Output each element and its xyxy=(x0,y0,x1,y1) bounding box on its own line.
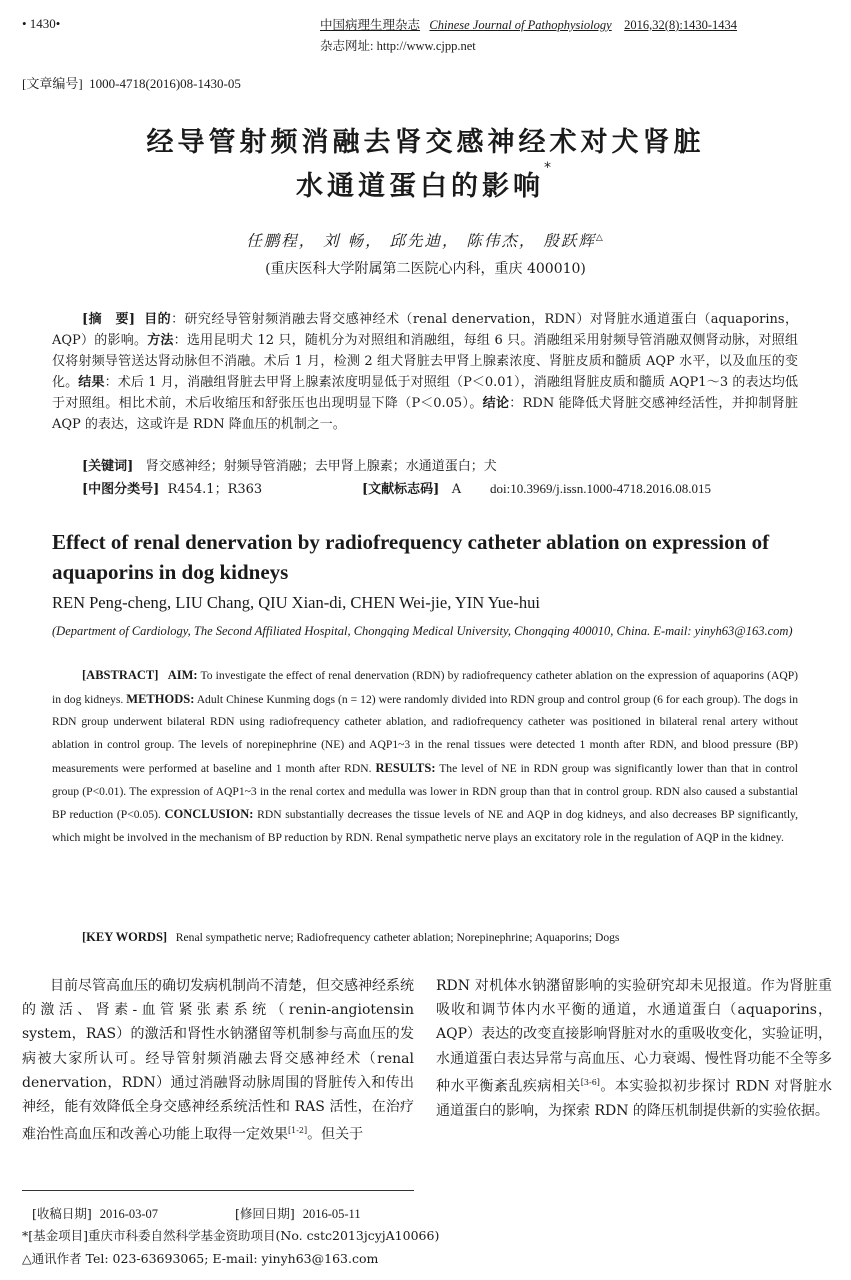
authors-cn-names: 任鹏程， 刘 畅， 邱先迪， 陈伟杰， 殷跃辉 xyxy=(246,232,596,250)
clc-label: [中图分类号] xyxy=(82,482,160,497)
citation-ref-3-6: [3-6] xyxy=(580,1077,600,1087)
docmark-value: A xyxy=(451,482,462,497)
document-mark xyxy=(362,478,711,497)
authors-cn xyxy=(0,229,851,251)
journal-name-en: Chinese Journal of Pathophysiology xyxy=(429,18,612,32)
results-en-label: RESULTS: xyxy=(375,760,436,775)
title-cn-line2 xyxy=(0,160,851,203)
results-en-text: The level of NE in RDN group was significantly lower than that in control group (P<0.01). The expression of AQP1~3 in the renal cortex and medulla was lower in RDN group than that in control group. RDN also caused a substantial BP reduction (P<0.05). xyxy=(52,761,799,822)
docmark-label: [文献标志码] xyxy=(362,482,440,497)
article-id xyxy=(22,73,241,92)
corresponding-mark: △ xyxy=(595,232,605,243)
received-date xyxy=(32,1204,158,1222)
footnote-divider xyxy=(22,1190,414,1191)
conclusion-cn-text: ：RDN 能降低犬肾脏交感神经活性，并抑制肾脏 AQP 的表达，这或许是 RDN 降血压的机制之一。 xyxy=(52,396,798,432)
body-column-right xyxy=(436,974,832,1123)
affiliation-cn: (重庆医科大学附属第二医院心内科，重庆 400010) xyxy=(265,261,586,277)
affiliation-en: (Department of Cardiology, The Second Affiliated Hospital, Chongqing Medical University, Chongqing 400010, China. E-mail: yinyh63@163.com) xyxy=(52,624,793,638)
methods-en-text: Adult Chinese Kunming dogs (n = 12) were randomly divided into RDN group and control group (6 for each group). The dogs in RDN group underwent bilateral RDN using radiofrequency catheter ablation, and radiofrequency catheter was positioned in bilateral renal artery without ablation in control group. The levels of norepinephrine (NE) and AQP1~3 in the renal tissues were detected 1 month after RDN, and blood pressure (BP) measurements were performed at baseline and 1 month after RDN. xyxy=(52,692,799,775)
keywords-en-value: Renal sympathetic nerve; Radiofrequency catheter ablation; Norepinephrine; Aquaporins; Dogs xyxy=(175,931,620,944)
journal-website: 杂志网址: http://www.cjpp.net xyxy=(320,39,476,53)
keywords-cn xyxy=(82,455,497,474)
corresponding-footnote xyxy=(22,1249,378,1267)
fund-mark: * xyxy=(22,1228,29,1243)
revised-label: [修回日期] xyxy=(235,1206,295,1221)
fund-value: 重庆市科委自然科学基金资助项目(No. cstc2013jcyjA10066) xyxy=(88,1228,440,1243)
authors-en: REN Peng-cheng, LIU Chang, QIU Xian-di, CHEN Wei-jie, YIN Yue-hui xyxy=(52,593,540,612)
body-left-text: 目前尽管高血压的确切发病机制尚不清楚，但交感神经系统的激活、肾素-血管紧张素系统（renin-angiotensin system，RAS）的激活和肾性水钠潴留等机制参与高血压的发病被大家所认可。经导管射频消融去肾交感神经术（renal denervation，RDN）通过消融肾动脉周围的肾脏传入和传出神经，能有效降低全身交感神经系统活性和 RAS 活性，在治疗难治性高血压和改善心功能上取得一定效果 xyxy=(22,978,414,1143)
journal-citation: 2016,32(8):1430-1434 xyxy=(624,18,738,32)
abstract-en-label: [ABSTRACT] xyxy=(82,668,159,682)
journal-name-cn: 中国病理生理杂志 xyxy=(320,18,421,32)
journal-header xyxy=(320,15,737,33)
received-value: 2016-03-07 xyxy=(99,1207,159,1221)
results-cn-label: 结果 xyxy=(78,375,105,390)
corr-mark: △ xyxy=(22,1251,32,1266)
methods-cn-label: 方法 xyxy=(147,333,174,348)
fund-footnote xyxy=(22,1226,439,1244)
aim-en-text: To investigate the effect of renal denervation (RDN) by radiofrequency catheter ablation on the expression of aquaporins (AQP) in dog kidneys. xyxy=(52,669,799,706)
corr-value: 通讯作者 Tel: 023-63693065; E-mail: yinyh63@163.com xyxy=(31,1251,379,1266)
conclusion-en-text: RDN substantially decreases the tissue levels of NE and AQP in dog kidneys, and also decreases BP significantly, which might be involved in the mechanism of BP reduction by RDN. Renal sympathetic nerve plays an excitatory role in the regulation of AQP in the kidney. xyxy=(52,808,798,844)
conclusion-cn-label: 结论 xyxy=(482,396,510,411)
abstract-cn xyxy=(52,309,798,435)
conclusion-en-label: CONCLUSION: xyxy=(164,807,254,822)
body-column-left xyxy=(22,974,414,1147)
body-right-tail: 。本实验拟初步探讨 RDN 对肾脏水通道蛋白的影响，为探索 RDN 的降压机制提供新的实验依据。 xyxy=(436,1078,832,1119)
body-right-text: RDN 对机体水钠潴留影响的实验研究却未见报道。作为肾脏重吸收和调节体内水平衡的通道，水通道蛋白（aquaporins，AQP）表达的改变直接影响肾脏对水的重吸收变化，实验证明，水通道蛋白表达异常与高血压、心力衰竭、慢性肾功能不全等多种水平衡紊乱疾病相关 xyxy=(436,978,832,1095)
body-left-tail: 。但关于 xyxy=(307,1126,364,1143)
title-en: Effect of renal denervation by radiofrequency catheter ablation on expression of aquaporins in dog kidneys xyxy=(52,530,770,584)
article-id-label: [文章编号] xyxy=(22,76,83,91)
aim-en-label: AIM: xyxy=(167,668,198,682)
citation-ref-1-2: [1-2] xyxy=(288,1126,308,1136)
doi: doi:10.3969/j.issn.1000-4718.2016.08.015 xyxy=(490,481,712,496)
revised-date xyxy=(235,1204,361,1222)
title-footnote-mark: * xyxy=(544,160,555,176)
article-id-value: 1000-4718(2016)08-1430-05 xyxy=(89,76,241,91)
title-cn-line2-text: 水通道蛋白的影响 xyxy=(296,171,544,202)
fund-label: [基金项目] xyxy=(28,1228,89,1243)
clc-value: R454.1；R363 xyxy=(167,482,263,497)
methods-en-label: METHODS: xyxy=(126,691,195,706)
keywords-en-label: [KEY WORDS] xyxy=(82,930,168,944)
title-cn-line1: 经导管射频消融去肾交感神经术对犬肾脏 xyxy=(146,127,705,158)
clc-number xyxy=(82,478,262,497)
keywords-en xyxy=(82,930,619,945)
abstract-cn-label: [摘 要] xyxy=(82,312,136,327)
results-cn-text: ：术后 1 月，消融组肾脏去甲肾上腺素浓度明显低于对照组（P＜0.01），消融组肾脏皮质和髓质 AQP1～3 的表达均低于对照组。相比术前，术后收缩压和舒张压也出现明显下降（P＜0.05）。 xyxy=(52,375,798,411)
revised-value: 2016-05-11 xyxy=(302,1207,361,1221)
keywords-cn-label: [关键词] xyxy=(82,459,134,474)
page-number: • 1430• xyxy=(22,16,61,31)
methods-cn-text: ：选用昆明犬 12 只，随机分为对照组和消融组，每组 6 只。消融组采用射频导管消融双侧肾动脉，对照组仅将射频导管送达肾动脉但不消融。术后 1 月，检测 2 组犬肾脏去甲肾上腺素浓度、肾脏皮质和髓质 AQP 水平，以及血压的变化。 xyxy=(52,333,798,390)
aim-cn-text: ：研究经导管射频消融去肾交感神经术（renal denervation，RDN）对肾脏水通道蛋白（aquaporins，AQP）的影响。 xyxy=(52,312,798,348)
received-label: [收稿日期] xyxy=(32,1206,92,1221)
keywords-cn-value: 肾交感神经；射频导管消融；去甲肾上腺素；水通道蛋白；犬 xyxy=(145,459,497,474)
abstract-en xyxy=(52,664,798,850)
aim-cn-label: 目的 xyxy=(144,312,172,327)
